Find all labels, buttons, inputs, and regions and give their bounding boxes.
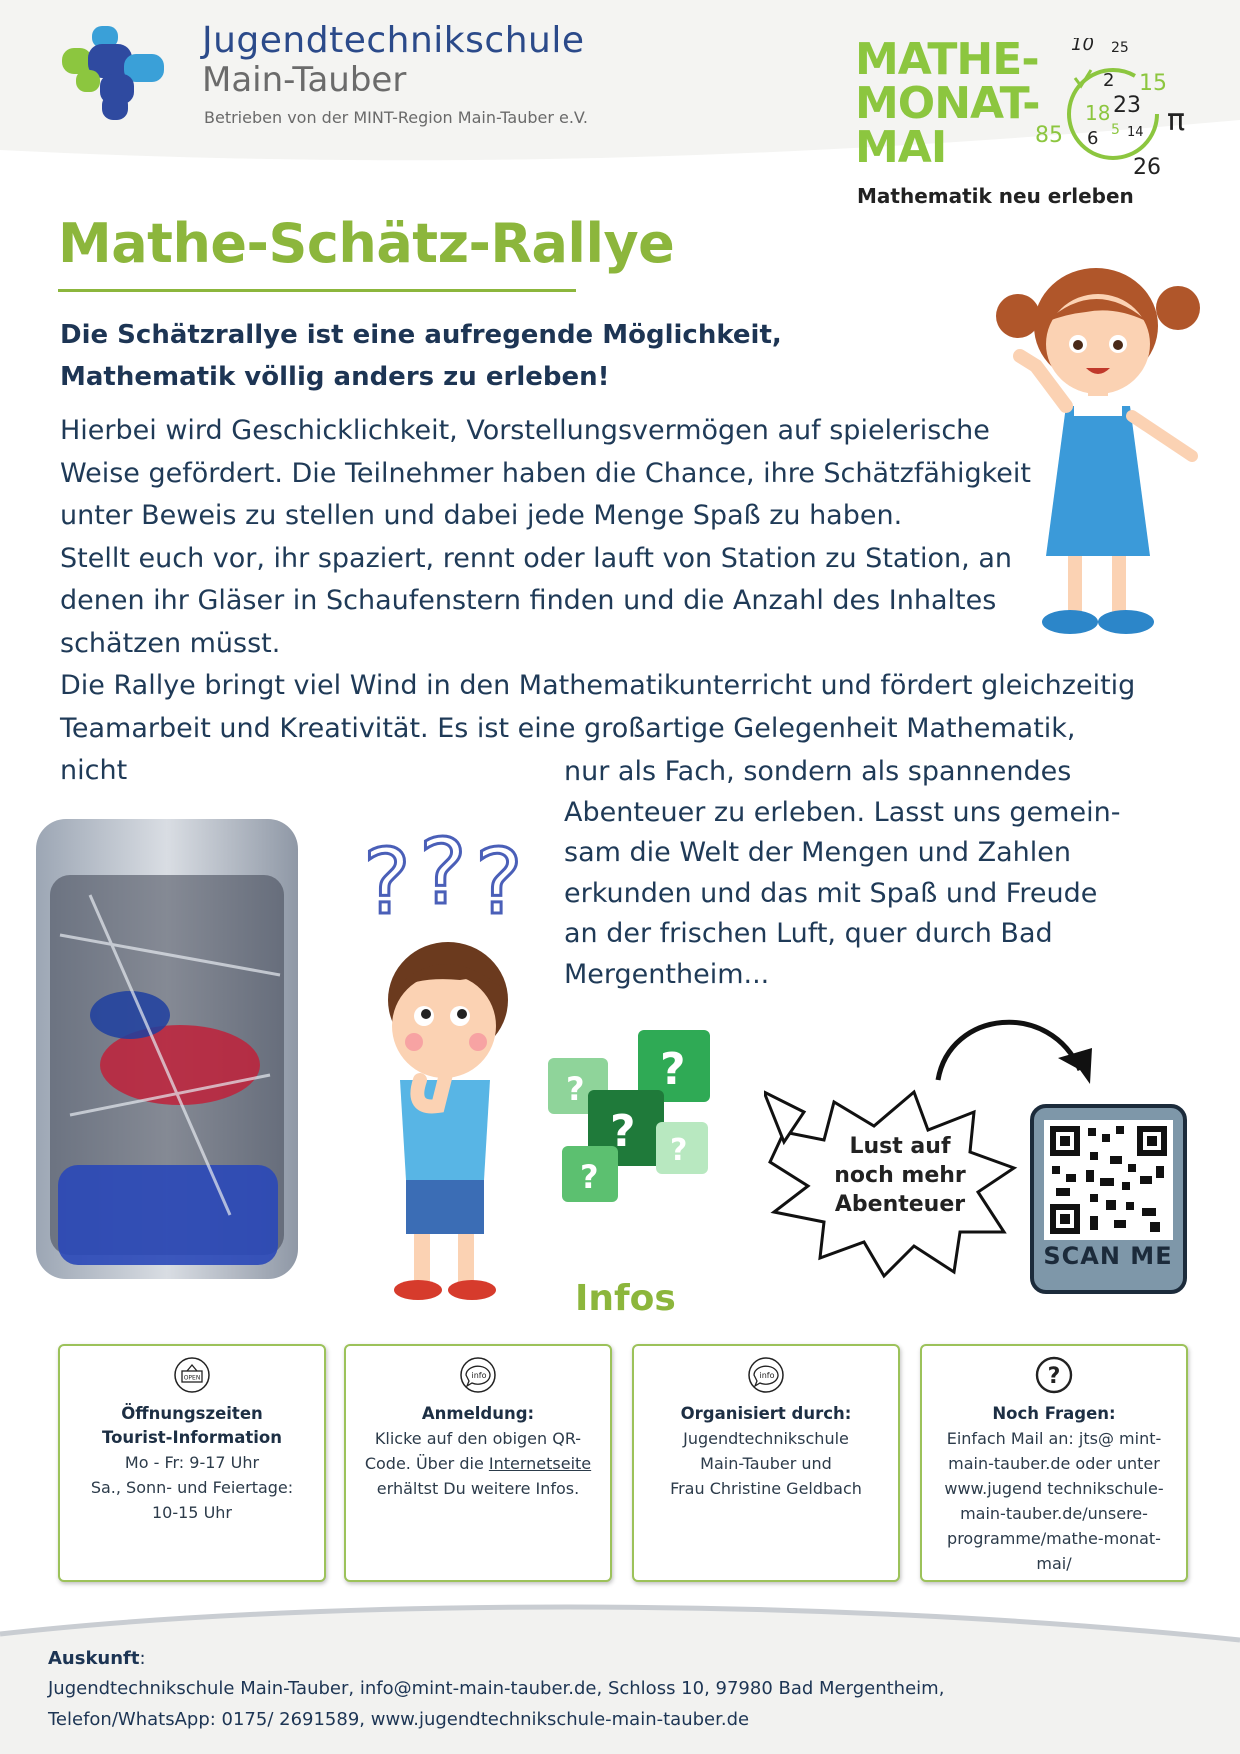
info-card-opening-hours	[58, 1344, 326, 1582]
svg-text:?: ?	[660, 1044, 686, 1095]
svg-text:info: info	[759, 1371, 775, 1380]
question-marks-icon	[363, 825, 533, 935]
info-card-registration	[344, 1344, 612, 1582]
thinking-boy-illustration	[360, 930, 530, 1320]
info-bubble-icon	[747, 1356, 785, 1394]
question-circle-icon	[1035, 1356, 1073, 1394]
glass-jar-photo	[30, 815, 310, 1285]
lead-text: Die Schätzrallye ist eine aufregende Möglichkeit, Mathematik völlig anders zu erleben!	[60, 320, 782, 392]
svg-text:25: 25	[1111, 40, 1129, 56]
body-paragraph-continued: nur als Fach, sondern als spannendes Abenteuer zu erleben. Lasst uns gemein- sam die Welt der Mengen und Zahlen erkunden und das mit Spaß und Freude an der frischen Luft, quer durch Bad Mergentheim...	[564, 756, 1121, 990]
question-chat-bubbles-icon	[548, 1030, 726, 1218]
footer-label: Auskunft:	[48, 1648, 146, 1669]
svg-text:23: 23	[1113, 93, 1141, 118]
svg-text:π: π	[1167, 103, 1186, 138]
svg-text:26: 26	[1133, 155, 1161, 180]
website-link[interactable]: Internetseite	[488, 1454, 592, 1473]
svg-text:?: ?	[670, 1133, 688, 1168]
jugendtechnikschule-logo	[62, 26, 172, 122]
girl-illustration	[996, 256, 1226, 646]
svg-text:?: ?	[610, 1106, 636, 1157]
org-name: Jugendtechnikschule	[202, 20, 585, 61]
card-body: Einfach Mail an: jts@ mint- main-tauber.de oder unter www.jugend technikschule- main-tauber.de/unsere- programme/mathe-monat- mai/	[944, 1429, 1164, 1573]
svg-text:14: 14	[1127, 125, 1144, 140]
title-underline	[58, 289, 576, 292]
svg-text:2: 2	[1103, 70, 1115, 91]
card-title: Öffnungszeiten Tourist-Information	[102, 1404, 282, 1447]
svg-text:?: ?	[580, 1158, 599, 1196]
mathe-monat-mai-logo	[855, 34, 1215, 216]
footer-phone-line: Telefon/WhatsApp: 0175/ 2691589, www.jugendtechnikschule-main-tauber.de	[48, 1709, 750, 1730]
card-title: Anmeldung:	[421, 1404, 535, 1423]
body-paragraph: Hierbei wird Geschicklichkeit, Vorstellungsvermögen auf spielerische Weise gefördert. Die Teilnehmer haben die Chance, ihre Schätzfähigkeit unter Beweis zu stellen und dabei jede Menge Spaß zu haben. Stellt euch vor, ihr spaziert, rennt oder lauft von Station zu Station, an denen ihr Gläser in Schaufenstern finden und die Anzahl des Inhaltes schätzen müsst. Die Rallye bringt viel Wind in den Mathematikunterricht und fördert gleichzeitig Teamarbeit und Kreativität. Es ist eine großartige Gelegenheit Mathematik, nicht	[60, 415, 1136, 786]
svg-text:?: ?	[566, 1070, 585, 1108]
svg-text:10: 10	[1071, 38, 1094, 55]
card-title: Organisiert durch:	[680, 1404, 852, 1423]
svg-text:6: 6	[1087, 128, 1099, 149]
card-body: Klicke auf den obigen QR- Code. Über die Internetseite erhältst Du weitere Infos.	[364, 1429, 592, 1498]
campaign-subtitle: Mathematik neu erleben	[857, 184, 1134, 208]
svg-text:18: 18	[1085, 101, 1111, 125]
svg-text:5: 5	[1111, 122, 1120, 138]
svg-text:?: ?	[475, 830, 523, 935]
open-sign-icon	[173, 1356, 211, 1394]
svg-text:85: 85	[1035, 123, 1063, 148]
campaign-title: MATHE- MONAT- MAI	[855, 34, 1040, 173]
infos-heading: Infos	[575, 1278, 676, 1319]
info-card-questions	[920, 1344, 1188, 1582]
card-body: Mo - Fr: 9-17 Uhr Sa., Sonn- und Feiertage: 10-15 Uhr	[90, 1453, 294, 1522]
svg-text:?: ?	[1047, 1364, 1061, 1389]
org-operator: Betrieben von der MINT-Region Main-Tauber e.V.	[204, 108, 588, 127]
info-bubble-icon	[459, 1356, 497, 1394]
scan-me-label: SCAN ME	[1043, 1242, 1173, 1270]
svg-text:15: 15	[1139, 71, 1167, 96]
svg-text:OPEN: OPEN	[183, 1374, 201, 1382]
svg-text:info: info	[471, 1371, 487, 1380]
burst-text: Lust auf noch mehr Abenteuer	[834, 1134, 966, 1217]
org-name-region: Main-Tauber	[202, 60, 407, 100]
info-card-organizer	[632, 1344, 900, 1582]
page-title: Mathe-Schätz-Rallye	[58, 212, 675, 275]
number-clock-icon	[1035, 38, 1225, 188]
card-body: Jugendtechnikschule Main-Tauber und Frau Christine Geldbach	[670, 1429, 862, 1498]
svg-text:?: ?	[363, 830, 411, 935]
footer-background	[0, 1600, 1240, 1754]
footer-contact-line: Jugendtechnikschule Main-Tauber, info@mint-main-tauber.de, Schloss 10, 97980 Bad Mergentheim,	[48, 1678, 945, 1699]
card-title: Noch Fragen:	[992, 1404, 1116, 1423]
svg-text:?: ?	[419, 825, 467, 925]
